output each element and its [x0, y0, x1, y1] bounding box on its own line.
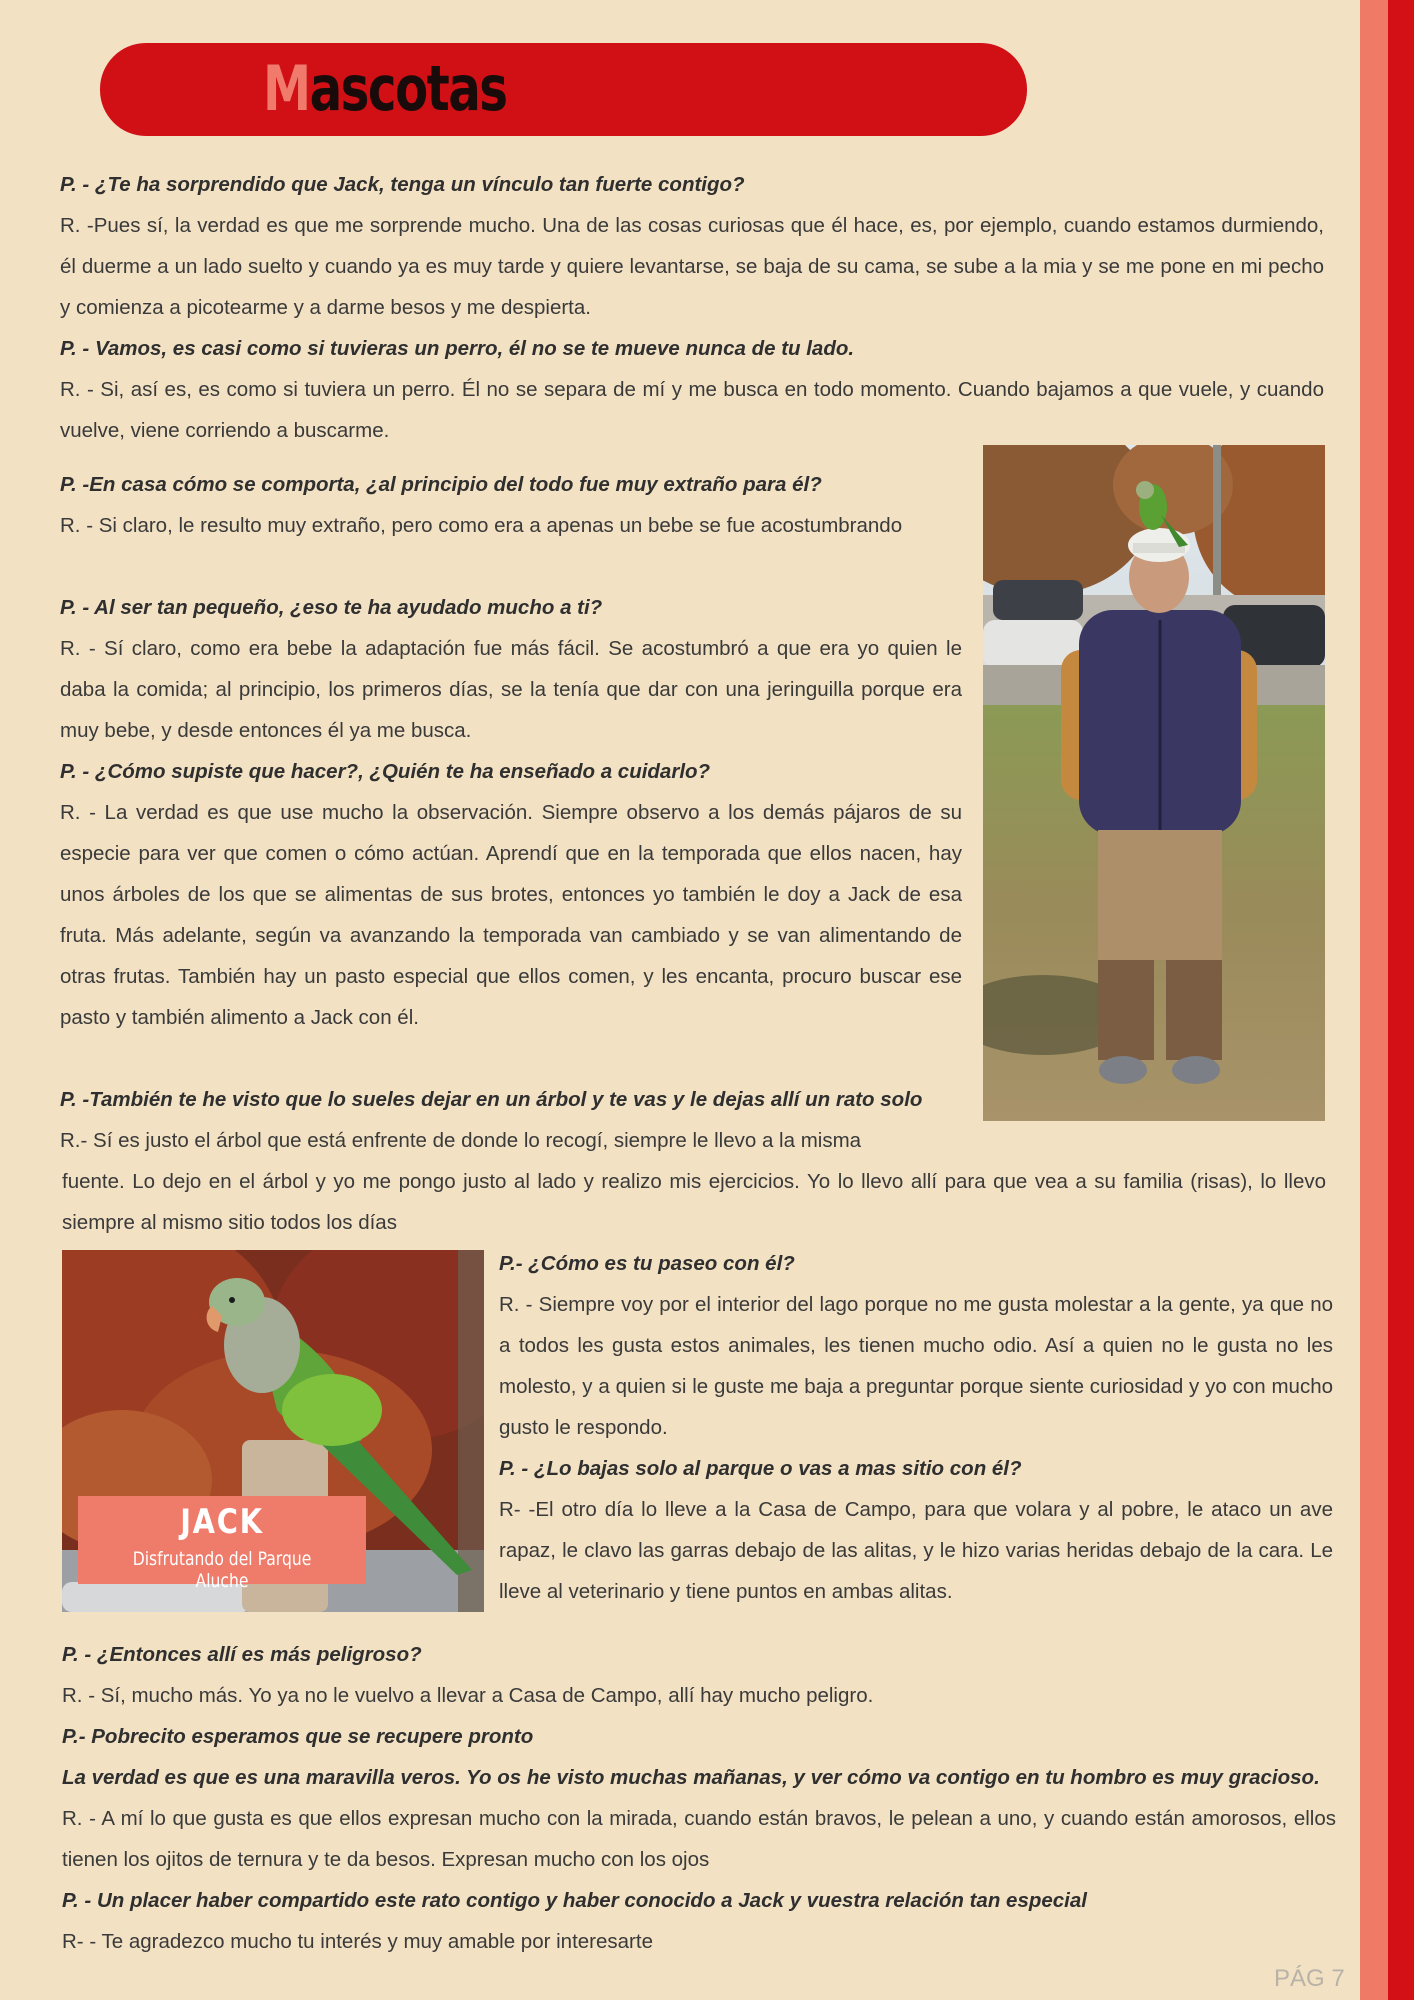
answer: R. - Sí, mucho más. Yo ya no le vuelvo a llevar a Casa de Campo, allí hay mucho peligro.	[62, 1684, 874, 1707]
page-title	[263, 47, 506, 131]
question: P. -En casa cómo se comporta, ¿al principio del todo fue muy extraño para él?	[60, 473, 822, 496]
title-first-letter: M	[263, 52, 310, 125]
question: P. - Vamos, es casi como si tuvieras un perro, él no se te mueve nunca de tu lado.	[60, 337, 855, 360]
question: P. - ¿Lo bajas solo al parque o vas a mas sitio con él?	[499, 1457, 1022, 1480]
photo-caption	[78, 1496, 366, 1592]
question: P. - ¿Entonces allí es más peligroso?	[62, 1643, 422, 1666]
question: La verdad es que es una maravilla veros. Yo os he visto muchas mañanas, y ver cómo va contigo en tu hombro es muy gracioso.	[62, 1766, 1320, 1789]
caption-subtitle: Disfrutando del Parque Aluche	[132, 1548, 312, 1592]
photo-man-with-parrot	[983, 445, 1325, 1121]
answer: R. -Pues sí, la verdad es que me sorprende mucho. Una de las cosas curiosas que él hace, es, por ejemplo, cuando estamos durmiendo, él duerme a un lado suelto y cuando ya es muy tarde y quiere levantarse, se baja de su cama, se sube a la mia y se me pone en mi pecho y comienza a picotearme y a darme besos y me despierta.	[60, 214, 1324, 319]
side-stripe-light	[1360, 0, 1388, 2000]
question: P. - ¿Cómo supiste que hacer?, ¿Quién te ha enseñado a cuidarlo?	[60, 760, 711, 783]
answer: R. - Sí claro, como era bebe la adaptación fue más fácil. Se acostumbró a que era yo quien le daba la comida; al principio, los primeros días, se la tenía que dar con una jeringuilla porque era muy bebe, y desde entonces él ya me busca.	[60, 637, 962, 742]
side-stripe-dark	[1388, 0, 1414, 2000]
answer: R. - La verdad es que use mucho la observación. Siempre observo a los demás pájaros de su especie para ver que comen o cómo actúan. Aprendí que en la temporada que ellos nacen, hay unos árboles de los que se alimentas de sus brotes, entonces yo también le doy a Jack de esa fruta. Más adelante, según va avanzando la temporada van cambiado y se van alimentando de otras frutas. También hay un pasto especial que ellos comen, y les encanta, procuro buscar ese pasto y también alimento a Jack con él.	[60, 801, 962, 1029]
answer: R- -El otro día lo lleve a la Casa de Campo, para que volara y al pobre, le ataco un ave rapaz, le clavo las garras debajo de las alitas, y le hizo varias heridas debajo de la cara. Le lleve al veterinario y tiene puntos en ambas alitas.	[499, 1498, 1333, 1603]
answer: R. - Si claro, le resulto muy extraño, pero como era a apenas un bebe se fue acostumbrando	[60, 514, 903, 537]
answer: R- - Te agradezco mucho tu interés y muy amable por interesarte	[62, 1930, 653, 1953]
question: P. - Al ser tan pequeño, ¿eso te ha ayudado mucho a ti?	[60, 596, 603, 619]
caption-title: JACK	[180, 1502, 264, 1542]
question: P.- Pobrecito esperamos que se recupere pronto	[62, 1725, 534, 1748]
answer: R.- Sí es justo el árbol que está enfrente de donde lo recogí, siempre le llevo a la misma	[60, 1129, 862, 1152]
question: P.- ¿Cómo es tu paseo con él?	[499, 1252, 795, 1275]
question: P. - Un placer haber compartido este rato contigo y haber conocido a Jack y vuestra relación tan especial	[62, 1889, 1087, 1912]
page-number: PÁG 7	[1274, 1965, 1345, 1992]
answer-continued: fuente. Lo dejo en el árbol y yo me pongo justo al lado y realizo mis ejercicios. Yo lo llevo allí para que vea a su familia (risas), lo llevo siempre al mismo sitio todos los días	[62, 1170, 1326, 1234]
photo-parrot-jack	[62, 1250, 484, 1612]
title-rest: ascotas	[309, 52, 507, 125]
answer: R. - Siempre voy por el interior del lago porque no me gusta molestar a la gente, ya que no a todos les gusta estos animales, les tienen mucho odio. Así a quien no le gusta no les molesto, y a quien si le guste me baja a preguntar porque siente curiosidad y yo con mucho gusto le respondo.	[499, 1293, 1333, 1439]
answer: R. - A mí lo que gusta es que ellos expresan mucho con la mirada, cuando están bravos, le pelean a uno, y cuando están amorosos, ellos tienen los ojitos de ternura y te da besos. Expresan mucho con los ojos	[62, 1807, 1336, 1871]
question: P. -También te he visto que lo sueles dejar en un árbol y te vas y le dejas allí un rato solo	[60, 1088, 923, 1111]
title-banner	[100, 43, 1027, 136]
answer: R. - Si, así es, es como si tuviera un perro. Él no se separa de mí y me busca en todo momento. Cuando bajamos a que vuele, y cuando vuelve, viene corriendo a buscarme.	[60, 378, 1324, 442]
question: P. - ¿Te ha sorprendido que Jack, tenga un vínculo tan fuerte contigo?	[60, 173, 745, 196]
